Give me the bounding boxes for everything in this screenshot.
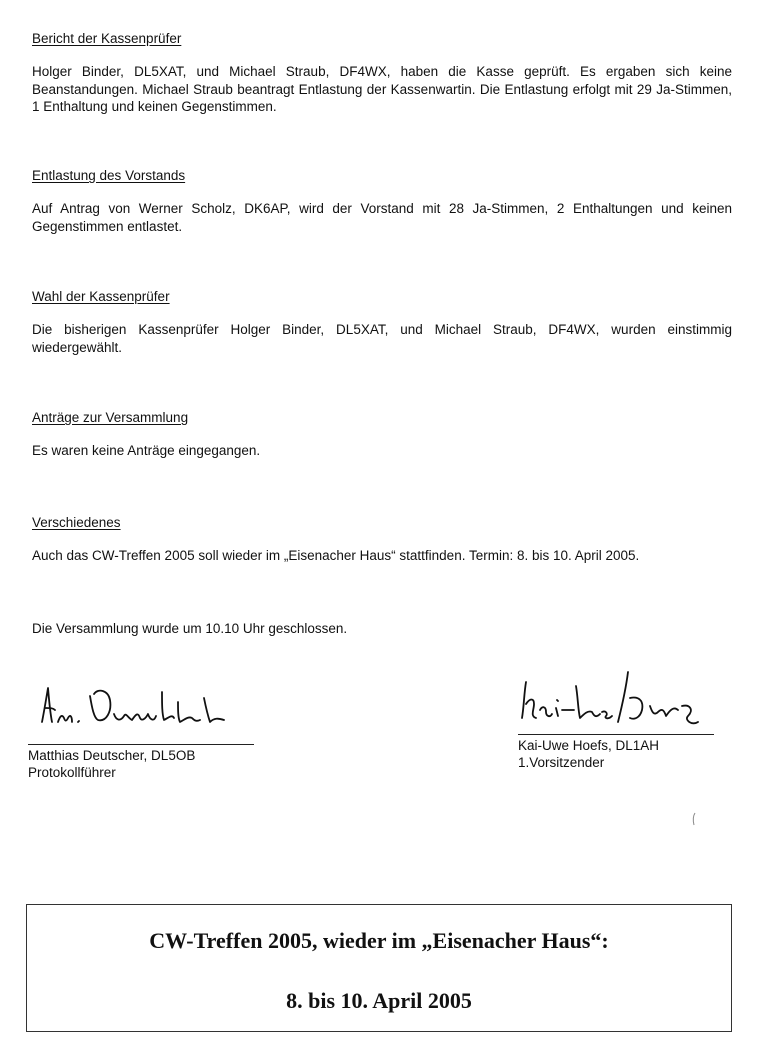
section-text: Die bisherigen Kassenprüfer Holger Binder, DL5XAT, und Michael Straub, DF4WX, wurden einstimmig wiedergewählt.	[32, 322, 732, 355]
section-heading: Verschiedenes	[32, 515, 121, 530]
signatory-name: Kai-Uwe Hoefs, DL1AH	[518, 738, 660, 753]
signatory-role: Protokollführer	[28, 765, 116, 780]
section-antraege	[32, 409, 732, 460]
section-kassenpruefer-bericht	[32, 30, 732, 116]
section-text: Auch das CW-Treffen 2005 soll wieder im „Eisenacher Haus“ stattfinden. Termin: 8. bis 10. April 2005.	[32, 548, 640, 563]
section-heading: Anträge zur Versammlung	[32, 410, 189, 425]
section-wahl-kassenpruefer	[32, 288, 732, 356]
section-text: Auf Antrag von Werner Scholz, DK6AP, wird der Vorstand mit 28 Ja-Stimmen, 2 Enthaltungen und keinen Gegenstimmen entlastet.	[32, 201, 732, 234]
signatory-role: 1.Vorsitzender	[518, 755, 605, 770]
signature-block-right	[518, 666, 758, 771]
section-heading: Wahl der Kassenprüfer	[32, 289, 170, 304]
notice-title: CW-Treffen 2005, wieder im „Eisenacher Haus“:	[149, 928, 609, 953]
section-entlastung-vorstand	[32, 167, 732, 235]
signature-block-left	[28, 678, 268, 781]
section-heading: Bericht der Kassenprüfer	[32, 31, 182, 46]
signature-line	[28, 744, 254, 745]
handwritten-signature	[28, 678, 268, 740]
section-text: Es waren keine Anträge eingegangen.	[32, 443, 261, 458]
section-text: Holger Binder, DL5XAT, und Michael Straub, DF4WX, haben die Kasse geprüft. Es ergaben sich keine Beanstandungen. Michael Straub beantragt Entlastung der Kassenwartin. Die Entlastung erfolgt mit 29 Ja-Stimmen, 1 Enthaltung und keinen Gegenstimmen.	[32, 64, 732, 114]
scan-mark	[690, 812, 698, 826]
signatory-name: Matthias Deutscher, DL5OB	[28, 748, 196, 763]
section-heading: Entlastung des Vorstands	[32, 168, 186, 183]
notice-date: 8. bis 10. April 2005	[286, 988, 472, 1013]
section-verschiedenes	[32, 514, 732, 565]
closing-statement: Die Versammlung wurde um 10.10 Uhr geschlossen.	[32, 621, 348, 636]
handwritten-signature	[518, 666, 758, 740]
event-notice-box	[26, 904, 732, 1032]
